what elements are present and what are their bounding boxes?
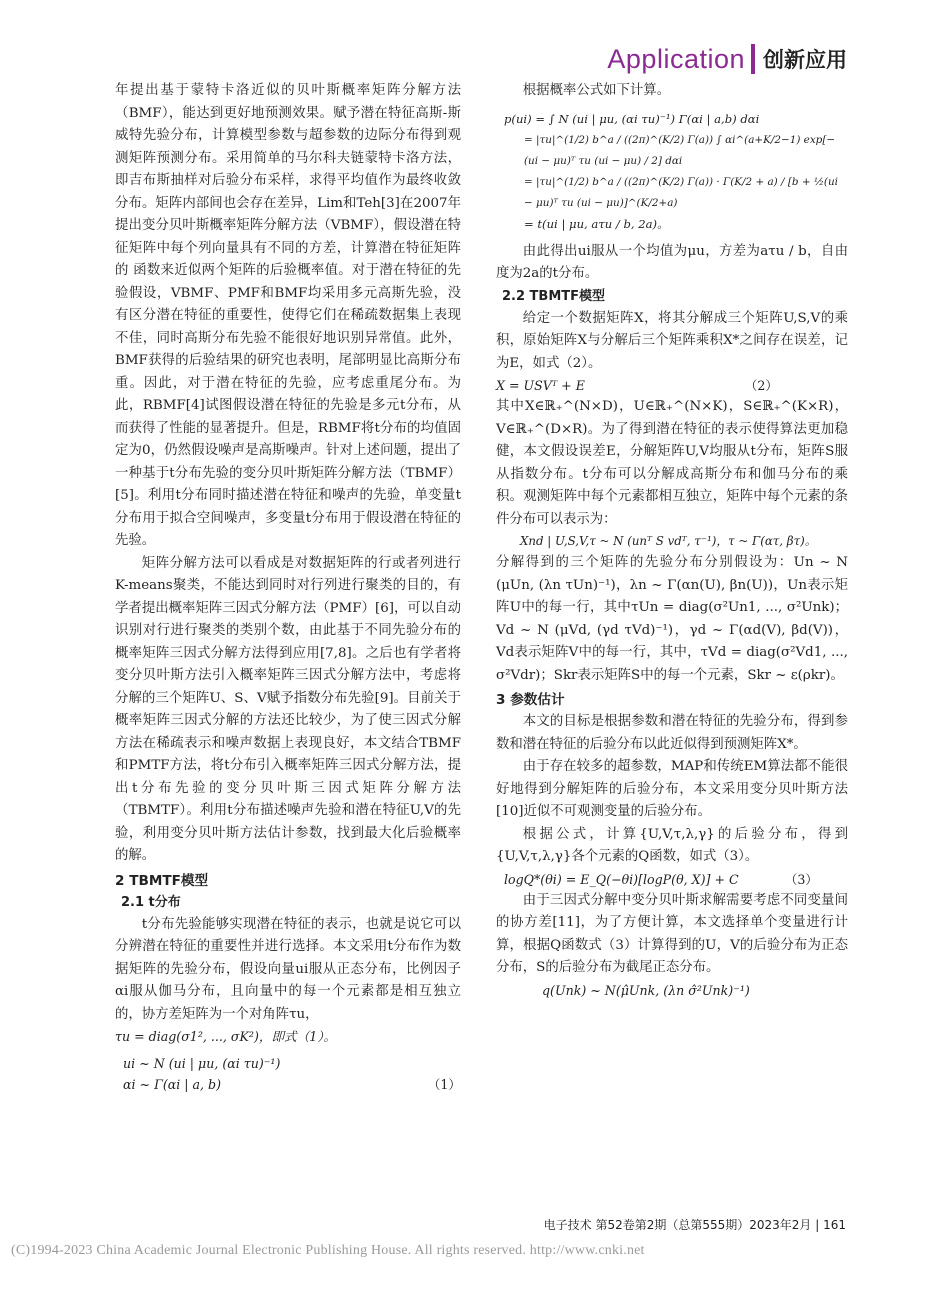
brand-divider [751, 44, 755, 74]
subsection-heading-2-2: 2.2 TBMTF模型 [502, 288, 606, 304]
equation-2-number: （2） [744, 378, 778, 393]
equation-pu-line-2: = |τu|^(1/2) b^a / ((2π)^(K/2) Γ(a)) ∫ αi^(a+K/2−1) exp[−(ui − μu)ᵀ τu (ui − μu) / 2] dαi [524, 133, 836, 167]
left-column [115, 80, 461, 1101]
equation-posterior-u: q(Unk) ~ N(μ̂Unk, (λn σ̂²Unk)⁻¹) [542, 982, 750, 998]
brand-english: Application [607, 43, 745, 74]
equation-2: X = USVᵀ + E （2） [496, 375, 848, 396]
equation-1-line-1: ui ~ N (ui | μu, (αi τu)⁻¹) [123, 1056, 281, 1071]
paragraph-q-function: 根据公式，计算{U,V,τ,λ,γ}的后验分布，得到{U,V,τ,λ,γ}各个元素的Q函数，如式（3）。 [496, 826, 848, 864]
paragraph-probability-intro: 根据概率公式如下计算。 [522, 83, 671, 98]
equation-likelihood: Xnd | U,S,V,τ ~ N (unᵀ S vdᵀ, τ⁻¹)，τ ~ Γ(ατ, βτ)。 [520, 534, 817, 548]
section-heading-2: 2 TBMTF模型 [115, 872, 209, 889]
right-column [496, 80, 848, 1001]
brand-chinese: 创新应用 [763, 48, 847, 72]
equation-pu-line-1: p(ui) = ∫ N (ui | μu, (αi τu)⁻¹) Γ(αi | a,b) dαi [504, 111, 760, 126]
paragraph-t-distribution: t分布先验能够实现潜在特征的表示，也就是说它可以分辨潜在特征的重要性并进行选择。本文采用t分布作为数据矩阵的先验分布，假设向量ui服从正态分布，比例因子αi服从伽马分布，且向量中的每一个元素都是相互独立的，协方差矩阵为一个对角阵τu， [115, 916, 461, 1022]
paragraph-posterior-forms: 由于三因式分解中变分贝叶斯求解需要考虑不同变量间的协方差[11]，为了方便计算，本文选择单个变量进行计算，根据Q函数式（3）计算得到的U，V的后验分布为正态分布，S的后验分布为截尾正态分布。 [496, 892, 848, 975]
paragraph-t-result: 由此得出ui服从一个均值为μu，方差为aτu / b，自由度为2a的t分布。 [496, 243, 848, 281]
equation-pu-line-4: = t(ui | μu, aτu / b, 2a)。 [524, 216, 669, 231]
subsection-heading-2-1: 2.1 t分布 [121, 894, 181, 910]
equation-1-number: （1） [427, 1077, 461, 1092]
equation-1 [123, 1053, 461, 1095]
paragraph-priors: 分解得到的三个矩阵的先验分布分别假设为：Un ~ N (μUn, (λn τUn)⁻¹)，λn ~ Γ(αn(U), βn(U))，Un表示矩阵U中的每一行，其中τUn = diag(σ²Un1, ..., σ²Unk)；Vd ~ N (μVd, (γd τVd)⁻¹)，γd ~ Γ(αd(V), βd(V))，Vd表示矩阵V中的每一行，其中，τVd = diag(σ²Vd1, ..., σ²Vdr)；Skr表示矩阵S中的每一个元素，Skr ~ ε(ρkr)。 [496, 555, 848, 683]
paragraph-estimation-goal: 本文的目标是根据参数和潜在特征的先验分布，得到参数和潜在特征的后验分布以此近似得到预测矩阵X*。 [496, 714, 848, 752]
equation-3: logQ*(θi) = E_Q(−θi)[logP(θ, X)] + C （3） [496, 869, 848, 890]
paragraph-related-work: 年提出基于蒙特卡洛近似的贝叶斯概率矩阵分解方法（BMF），能达到更好地预测效果。赋予潜在特征高斯-斯威特先验分布，计算模型参数与超参数的边际分布得到观测矩阵预测分布。采用简单的马尔科夫链蒙特卡洛方法，即吉布斯抽样对后验分布采样，求得平均值作为最终收敛分布。矩阵内部间也会存在差异，Lim和Teh[3]在2007年提出变分贝叶斯概率矩阵分解方法（VBMF），假设潜在特征矩阵中每个列向量具有不同的方差，计算潜在特征矩阵的 函数来近似两个矩阵的后验概率值。对于潜在特征的先验假设，VBMF、PMF和BMF均采用多元高斯先验，没有区分潜在特征的重要性，使得它们在稀疏数据集上表现不佳，同时高斯分布先验不能很好地识别异常值。此外，BMF获得的后验结果的研究也表明，尾部明显比高斯分布重。因此，对于潜在特征的先验，应考虑重尾分布。为此，RBMF[4]试图假设潜在特征的先验是多元t分布，从而获得了性能的显著提升。但是，RBMF将t分布的均值固定为0，仍然假设噪声是高斯噪声。针对上述问题，提出了一种基于t分布先验的变分贝叶斯矩阵分解方法（TBMF）[5]。利用t分布同时描述潜在特征和噪声的先验，单变量t分布用于拟合空间噪声，多变量t分布用于假设潜在特征的先验。 [115, 83, 461, 548]
paragraph-variational-bayes: 由于存在较多的超参数，MAP和传统EM算法都不能很好地得到分解矩阵的后验分布，本文采用变分贝叶斯方法[10]近似不可观测变量的后验分布。 [496, 759, 848, 819]
journal-footer: 电子技术 第52卷第2期（总第555期）2023年2月 | 161 [543, 1218, 846, 1232]
journal-brand [607, 44, 847, 74]
equation-pu-line-3: = |τu|^(1/2) b^a / ((2π)^(K/2) Γ(a)) · Γ(K/2 + a) / [b + ½(ui − μu)ᵀ τu (ui − μu)]^(K/2+a) [524, 175, 838, 209]
paragraph-model-assumptions: 其中X∈ℝ₊^(N×D)，U∈ℝ₊^(N×K)，S∈ℝ₊^(K×R)，V∈ℝ₊^(D×R)。为了得到潜在特征的表示使得算法更加稳健，本文假设误差E，分解矩阵U,V均服从t分布，矩阵S服从指数分布。t分布可以分解成高斯分布和伽马分布的乘积。观测矩阵中每个元素都相互独立，矩阵中每个元素的条件分布可以表示为： [496, 399, 848, 527]
copyright-notice: (C)1994-2023 China Academic Journal Electronic Publishing House. All rights reserved. http://www.cnki.net [11, 1243, 645, 1258]
section-heading-3: 3 参数估计 [496, 692, 565, 708]
equation-1-line-2: αi ~ Γ(αi | a, b) （1） [123, 1074, 461, 1095]
paragraph-model-definition: 给定一个数据矩阵X，将其分解成三个矩阵U,S,V的乘积，原始矩阵X与分解后三个矩阵乘积X*之间存在误差，记为E，如式（2）。 [496, 310, 848, 371]
equation-pu [504, 109, 848, 235]
tau-definition: τu = diag(σ1², ..., σK²)，即式（1）。 [115, 1029, 337, 1044]
paragraph-tri-factorization: 矩阵分解方法可以看成是对数据矩阵的行或者列进行K-means聚类，不能达到同时对行列进行聚类的目的，有学者提出概率矩阵三因式分解方法（PMF）[6]，可以自动识别对行进行聚类的类别个数，由此基于不同先验分布的概率矩阵三因式分解方法得到应用[7,8]。之后也有学者将变分贝叶斯方法引入概率矩阵三因式分解方法中，考虑将分解的三个矩阵U、S、V赋予指数分布先验[9]。目前关于概率矩阵三因式分解的方法还比较少，为了使三因式分解方法在稀疏表示和噪声数据上表现良好，本文结合TBMF和PMTF方法，将t分布引入概率矩阵三因式分解方法，提出t分布先验的变分贝叶斯三因式矩阵分解方法（TBMTF）。利用t分布描述噪声先验和潜在特征U,V的先验，利用变分贝叶斯方法估计参数，找到最大化后验概率的解。 [115, 555, 461, 863]
equation-3-number: （3） [784, 871, 818, 887]
